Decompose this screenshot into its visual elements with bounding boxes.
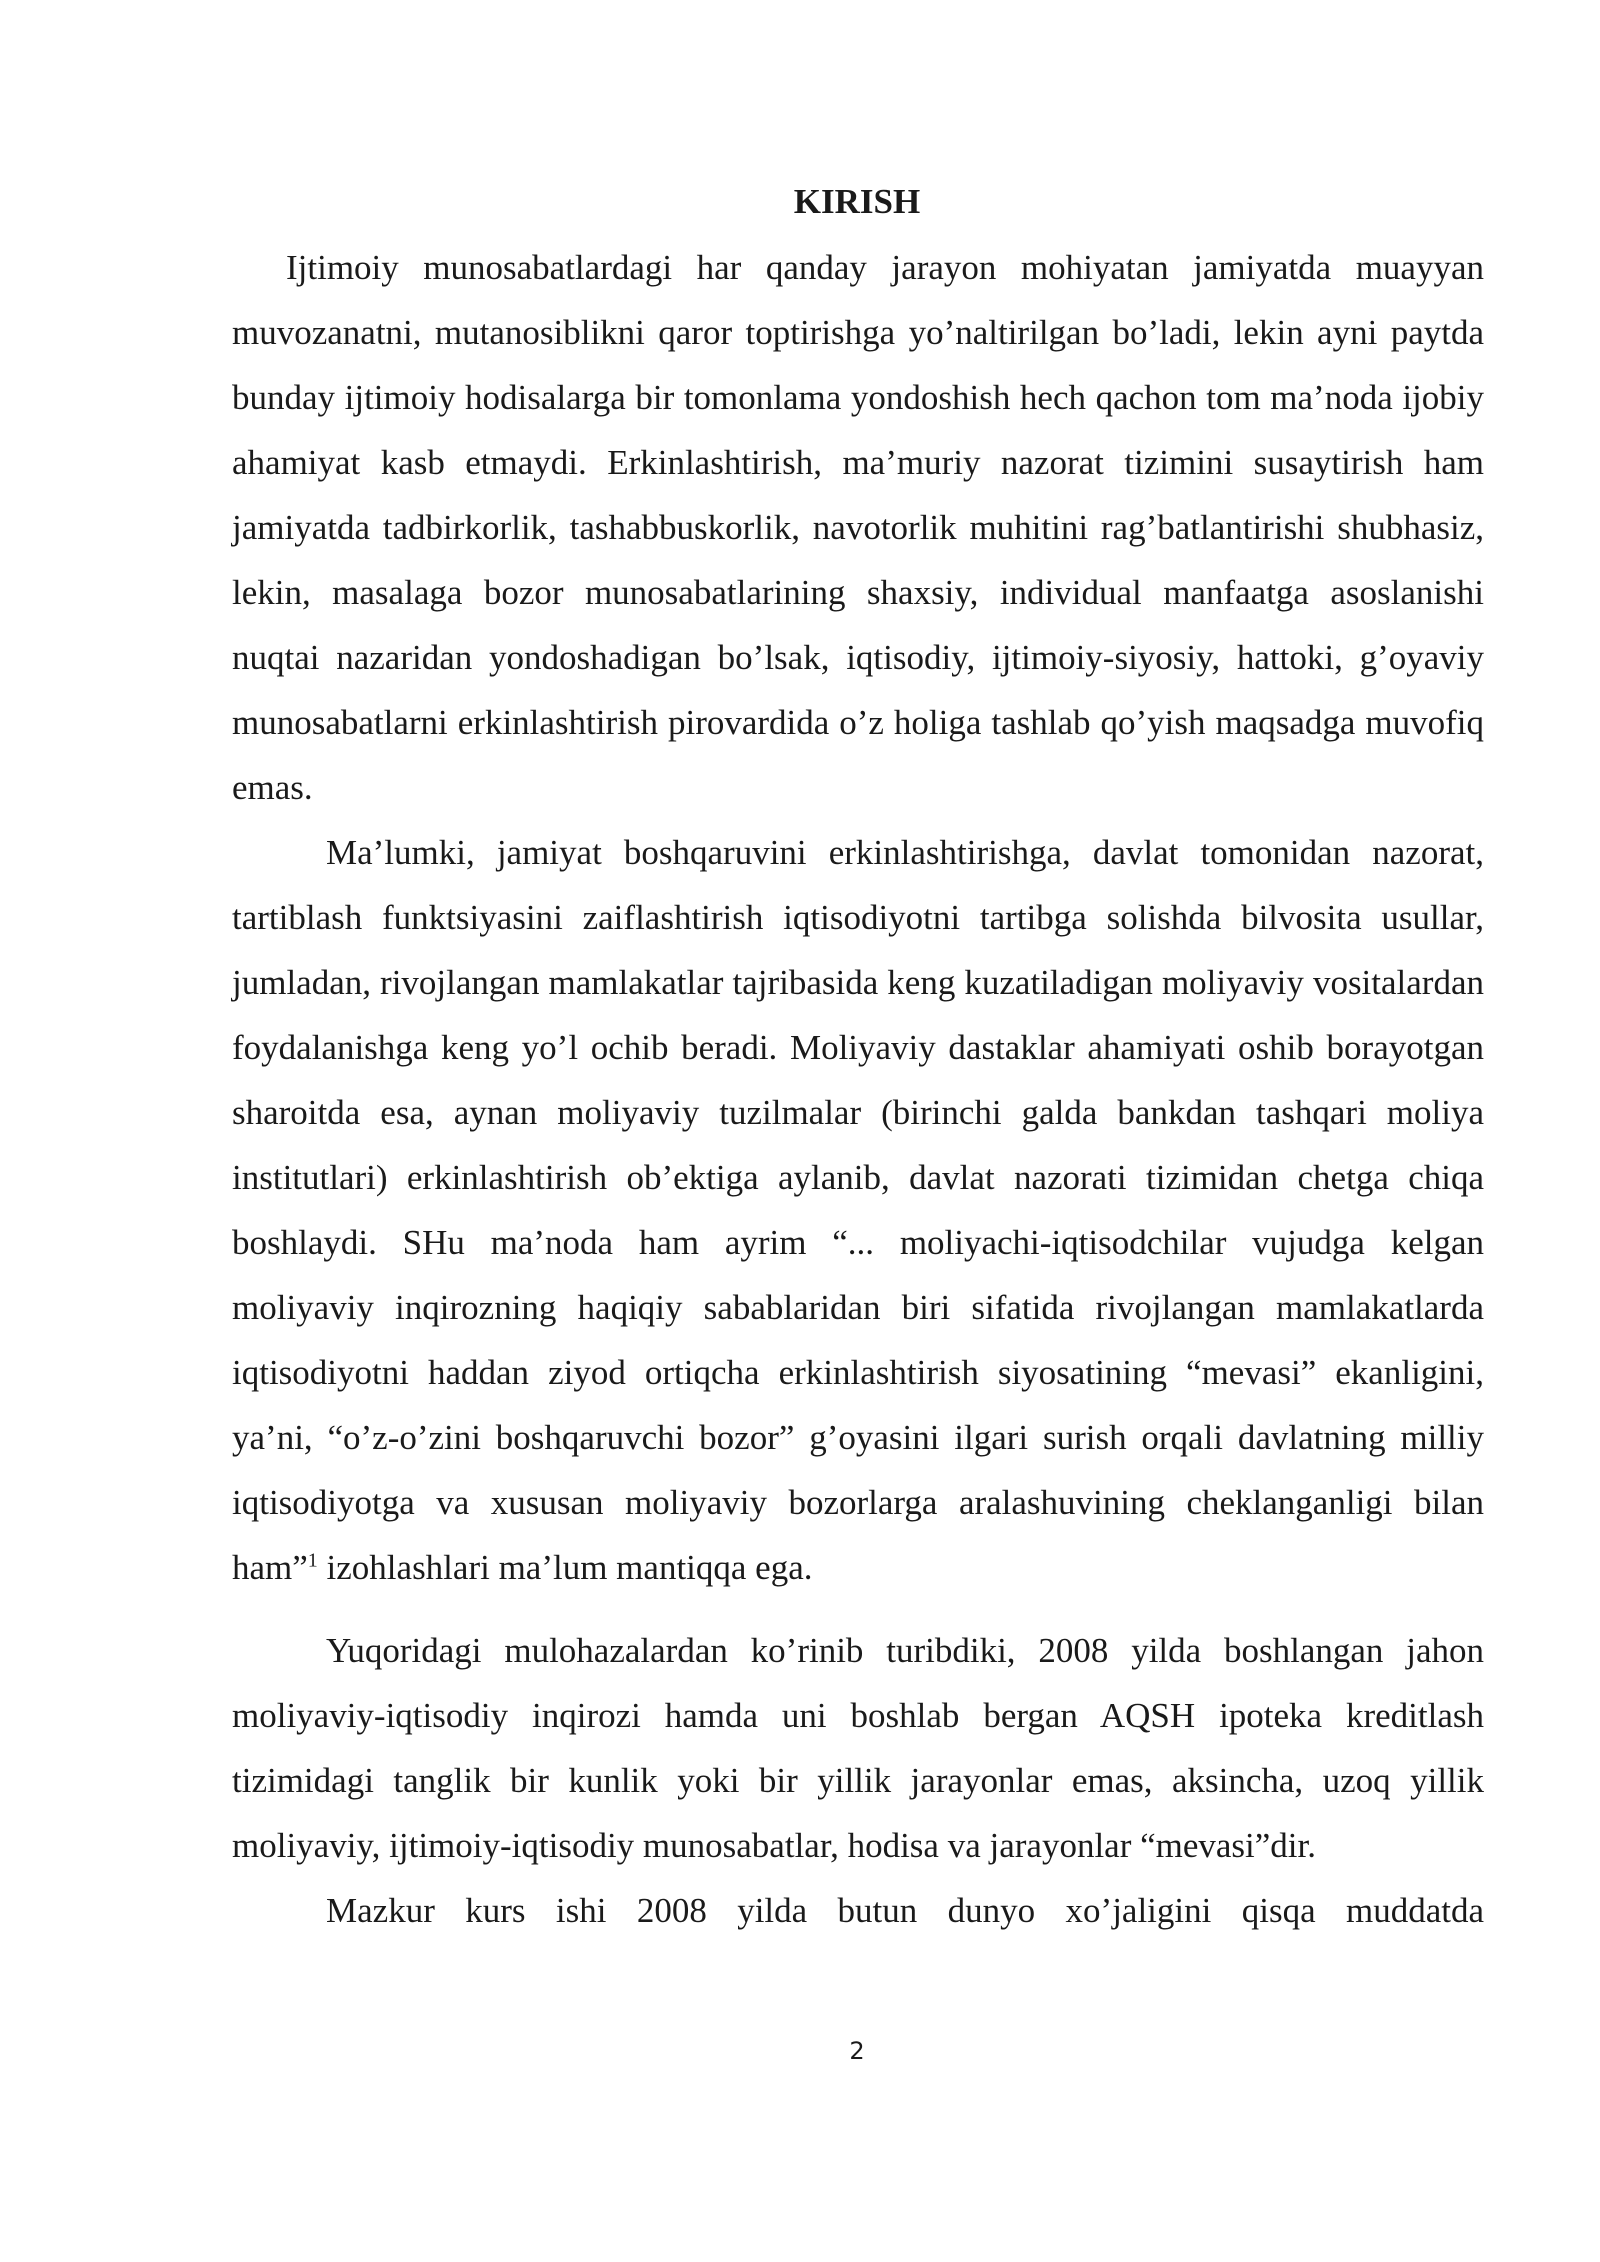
- paragraph-1: Ijtimoiy munosabatlardagi har qanday jarayon mohiyatan jamiyatda muayyan muvozanatni, mutanosiblikni qaror toptirishga yo’naltirilgan bo’ladi, lekin ayni paytda bunday ijtimoiy hodisalarga bir tomonlama yondoshish hech qachon tom ma’noda ijobiy ahamiyat kasb etmaydi. Erkinlashtirish, ma’muriy nazorat tizimini susaytirish ham jamiyatda tadbirkorlik, tashabbuskorlik, navotorlik muhitini rag’batlantirishi shubhasiz, lekin, masalaga bozor munosabatlarining shaxsiy, individual manfaatga asoslanishi nuqtai nazaridan yondoshadigan bo’lsak, iqtisodiy, ijtimoiy-siyosiy, hattoki, g’oyaviy munosabatlarni erkinlashtirish pirovardida o’z holiga tashlab qo’yish maqsadga muvofiq emas.: [232, 248, 1484, 807]
- section-title: KIRISH: [793, 182, 921, 221]
- body-text: [232, 235, 1484, 1943]
- paragraph-2-tail: izohlashlari ma’lum mantiqqa ega.: [317, 1548, 813, 1587]
- footnote-marker[interactable]: 1: [307, 1549, 318, 1572]
- paragraph-4: Mazkur kurs ishi 2008 yilda butun dunyo xo’jaligini qisqa muddatda: [326, 1891, 1484, 1930]
- page-number: 2: [849, 2037, 865, 2065]
- paragraph-3: Yuqoridagi mulohazalardan ko’rinib turibdiki, 2008 yilda boshlangan jahon moliyaviy-iqtisodiy inqirozi hamda uni boshlab bergan AQSH ipoteka kreditlash tizimidagi tanglik bir kunlik yoki bir yillik jarayonlar emas, aksincha, uzoq yillik moliyaviy, ijtimoiy-iqtisodiy munosabatlar, hodisa va jarayonlar “mevasi”dir.: [232, 1631, 1484, 1865]
- paragraph-2: [232, 820, 1484, 1600]
- paragraph-2-text: Ma’lumki, jamiyat boshqaruvini erkinlashtirishga, davlat tomonidan nazorat, tartiblash funktsiyasini zaiflashtirish iqtisodiyotni tartibga solishda bilvosita usullar, jumladan, rivojlangan mamlakatlar tajribasida keng kuzatiladigan moliyaviy vositalardan foydalanishga keng yo’l ochib beradi. Moliyaviy dastaklar ahamiyati oshib borayotgan sharoitda esa, aynan moliyaviy tuzilmalar (birinchi galda bankdan tashqari moliya institutlari) erkinlashtirish ob’ektiga aylanib, davlat nazorati tizimidan chetga chiqa boshlaydi. SHu ma’noda ham ayrim “... moliyachi-iqtisodchilar vujudga kelgan moliyaviy inqirozning haqiqiy sabablaridan biri sifatida rivojlangan mamlakatlarda iqtisodiyotni haddan ziyod ortiqcha erkinlashtirish siyosatining “mevasi” ekanligini, ya’ni, “o’z-o’zini boshqaruvchi bozor” g’oyasini ilgari surish orqali davlatning milliy iqtisodiyotga va xususan moliyaviy bozorlarga aralashuvining cheklanganligi bilan ham”: [232, 833, 1484, 1587]
